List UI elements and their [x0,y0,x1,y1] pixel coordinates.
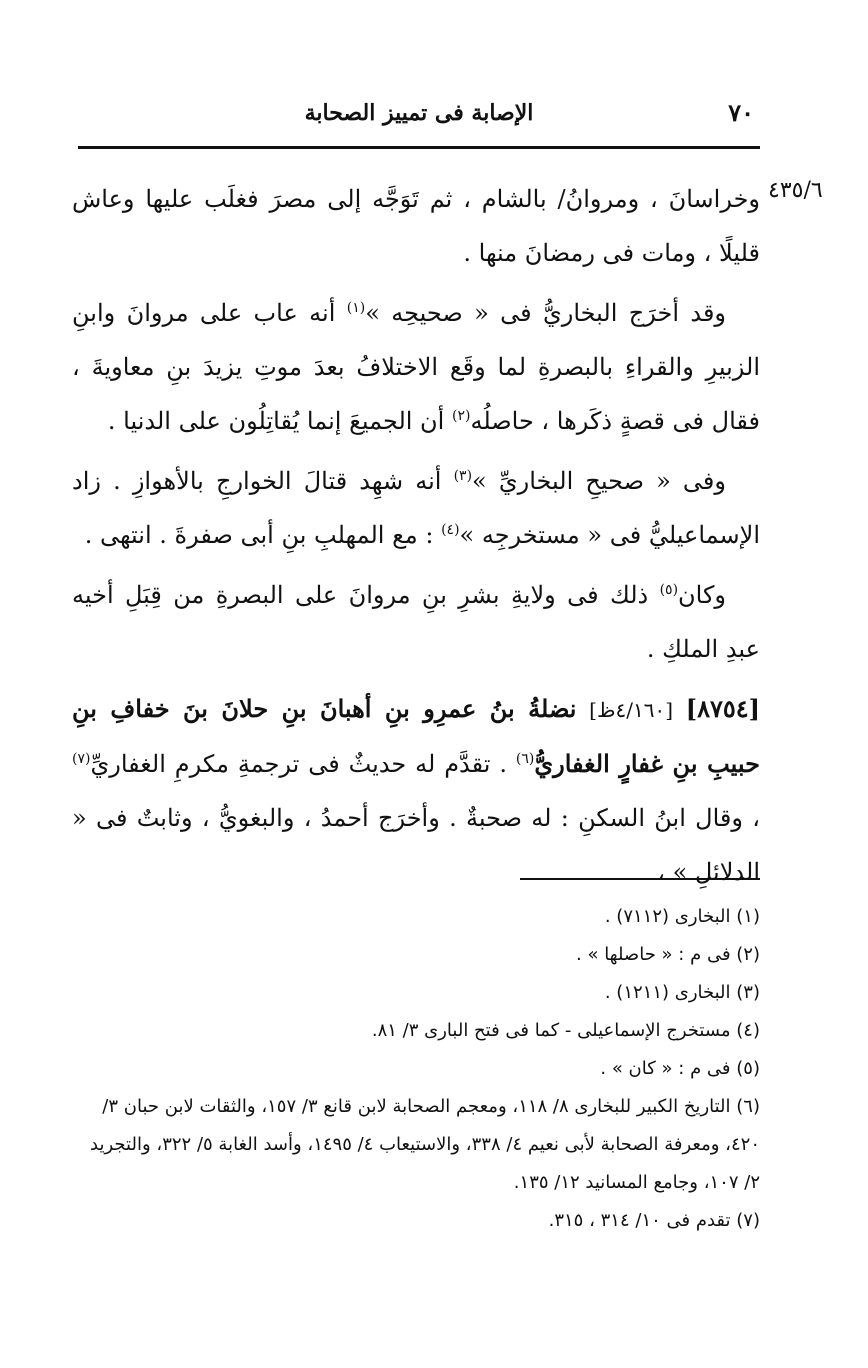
paragraph-text: ذلك فى ولايةِ بشرِ بنِ مروانَ على البصرةِ من قِبَلِ أخيه عبدِ الملكِ . [72,581,760,663]
entry-reference: [٤/١٦٠ظ] [589,698,673,722]
page-number: ٧٠ [728,98,754,127]
footnote-marker: (٦) [515,751,535,767]
paragraph-text: وقد أخرَج البخاريُّ فى « صحيحِه » [365,299,727,327]
footnotes [72,898,760,1240]
paragraph [72,568,760,676]
running-header [78,98,760,138]
paragraph-text: : مع المهلبِ بنِ أبى صفرةَ . انتهى . [84,521,442,549]
footnote-marker: (٢) [451,408,471,424]
footnote: (٢) فى م : « حاصلها » . [576,944,760,965]
book-title: الإصابة فى تمييز الصحابة [304,100,534,126]
footnote: (١) البخارى (٧١١٢) . [604,906,760,927]
footnote-marker: (٧) [72,751,91,767]
footnote: (٥) فى م : « كان » . [600,1058,760,1079]
paragraph-text: ، وقال ابنُ السكنِ : له صحبةٌ . وأخرَج أحمدُ ، والبغويُّ ، وثابتٌ فى « الدلائلِ » ، [72,804,760,886]
paragraph [72,454,760,562]
paragraph-text: وخراسانَ ، ومروانُ/ بالشام ، ثم تَوَجَّه إلى مصرَ فغلَب عليها وعاش قليلًا ، ومات فى رمضانَ منها . [72,185,760,267]
footnote-marker: (٤) [441,522,460,538]
footnote-rule [520,878,760,880]
paragraph [72,172,760,280]
entry-paragraph [72,682,760,899]
paragraph-text: أنه عاب على مروانَ وابنِ الزبيرِ والقراءِ بالبصرةِ لما وقَع الاختلافُ بعدَ موتِ يزيدَ بنِ معاويةَ ، فقال فى قصةٍ ذكَرها ، حاصلُه [72,299,760,435]
paragraph-text: وكان [678,581,726,609]
paragraph [72,286,760,448]
footnote-marker: (١) [346,300,366,316]
footnote: (٤) مستخرج الإسماعيلى - كما فى فتح البارى ٣/ ٨١. [371,1020,760,1041]
footnote-marker: (٣) [453,468,473,484]
footnote: (٧) تقدم فى ١٠/ ٣١٤ ، ٣١٥. [548,1210,760,1231]
paragraph-text: وفى « صحيحِ البخاريِّ » [472,467,726,495]
footnote: (٣) البخارى (١٢١١) . [604,982,760,1003]
footnote-marker: (٥) [659,582,679,598]
footnote: (٦) التاريخ الكبير للبخارى ٨/ ١١٨، ومعجم الصحابة لابن قانع ٣/ ١٥٧، والثقات لابن حبان ٣/ ٤٢٠، ومعرفة الصحابة لأبى نعيم ٤/ ٣٣٨، والاستيعاب ٤/ ١٤٩٥، وأسد الغابة ٥/ ٣٢٢، والتجريد ٢/ ١٠٧، وجامع المسانيد ١٢/ ١٣٥. [90,1096,760,1193]
margin-reference: ٤٣٥/٦ [768,178,823,203]
paragraph-text: أنه شهِد قتالَ الخوارجِ بالأهوازِ . زاد الإسماعيليُّ فى « مستخرجِه » [72,467,760,549]
paragraph-text: أن الجميعَ إنما يُقاتِلُون على الدنيا . [107,407,452,435]
body-text [72,172,760,905]
paragraph-text: . تقدَّم له حديثٌ فى ترجمةِ مكرمِ الغفاريِّ [90,750,516,778]
entry-name: نضلةُ بنُ عمرِو بنِ أهبانَ بنِ حلانَ بنَ خفافِ بنِ حبيبِ بنِ غفارٍ الغفاريُّ [72,694,760,778]
entry-number: [٨٧٥٤] [685,694,760,723]
header-rule [78,146,760,149]
